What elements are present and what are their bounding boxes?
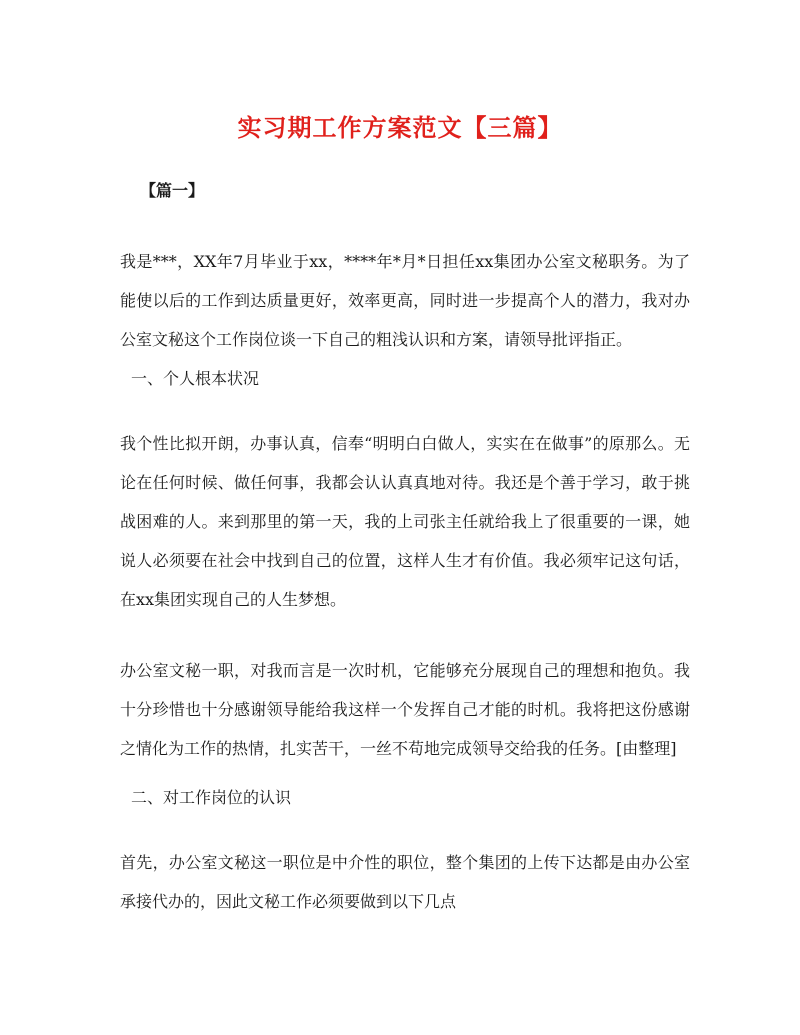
paragraph-personality: 我个性比拟开朗，办事认真，信奉“明明白白做人，实实在在做事”的原那么。无论在任何时候、做任何事，我都会认认真真地对待。我还是个善于学习，敢于挑战困难的人。来到那里的第一天，我的上司张主任就给我上了很重要的一课，她说人必须要在社会中找到自己的位置，这样人生才有价值。我必须牢记这句话，在xx集团实现自己的人生梦想。 (120, 434, 690, 609)
paragraph-intro: 我是***，XX年7月毕业于xx，****年*月*日担任xx集团办公室文秘职务。为了能使以后的工作到达质量更好，效率更高，同时进一步提高个人的潜力，我对办公室文秘这个工作岗位谈一下自己的粗浅认识和方案，请领导批评指正。 (120, 252, 690, 349)
section-mark: 【篇一】 (140, 181, 205, 200)
heading-job-understanding: 二、对工作岗位的认识 (131, 788, 292, 807)
heading-personal-status: 一、个人根本状况 (131, 369, 260, 388)
paragraph-opportunity: 办公室文秘一职，对我而言是一次时机，它能够充分展现自己的理想和抱负。我十分珍惜也十分感谢领导能给我这样一个发挥自己才能的时机。我将把这份感谢之情化为工作的热情，扎实苦干，一丝不苟地完成领导交给我的任务。[由整理] (120, 661, 690, 758)
paragraph-position-role: 首先，办公室文秘这一职位是中介性的职位，整个集团的上传下达都是由办公室承接代办的，因此文秘工作必须要做到以下几点 (120, 853, 690, 911)
document-title: 实习期工作方案范文【三篇】 (237, 113, 563, 142)
